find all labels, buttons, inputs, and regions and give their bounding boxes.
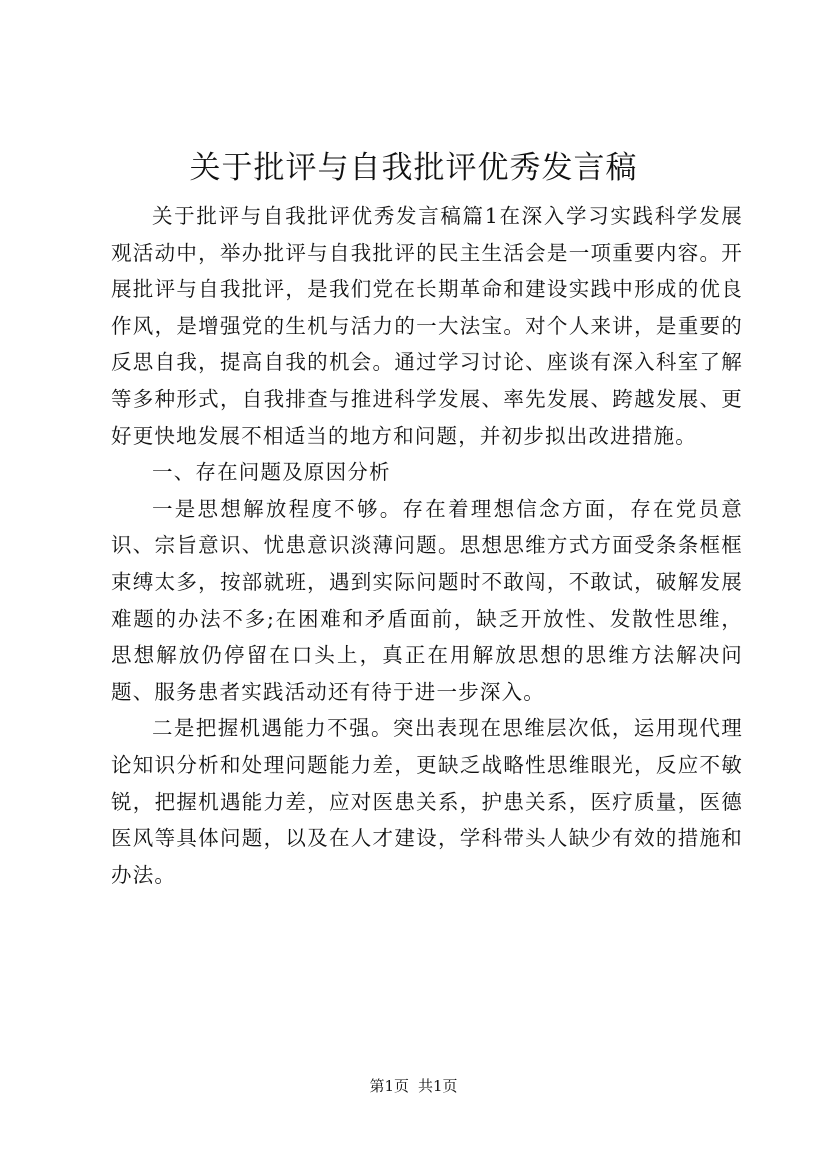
page-total: 共1页 (418, 1077, 458, 1095)
document-title: 关于批评与自我批评优秀发言稿 (189, 150, 638, 186)
paragraph-section-heading: 一、存在问题及原因分析 (152, 460, 391, 485)
page-number: 第1页 (369, 1077, 409, 1095)
paragraph-point-one: 一是思想解放程度不够。存在着理想信念方面，存在党员意识、宗旨意识、忧患意识淡薄问题。思想思维方式方面受条条框框束缚太多，按部就班，遇到实际问题时不敢闯，不敢试，破解发展难题的办法不多;在困难和矛盾面前，缺乏开放性、发散性思维，思想解放仍停留在口头上，真正在用解放思想的思维方法解决问题、服务患者实践活动还有待于进一步深入。 (111, 496, 743, 704)
paragraph-intro: 关于批评与自我批评优秀发言稿篇1在深入学习实践科学发展观活动中，举办批评与自我批评的民主生活会是一项重要内容。开展批评与自我批评，是我们党在长期革命和建设实践中形成的优良作风，是增强党的生机与活力的一大法宝。对个人来讲，是重要的反思自我，提高自我的机会。通过学习讨论、座谈有深入科室了解等多种形式，自我排查与推进科学发展、率先发展、跨越发展、更好更快地发展不相适当的地方和问题，并初步拟出改进措施。 (111, 204, 743, 448)
paragraph-point-two: 二是把握机遇能力不强。突出表现在思维层次低，运用现代理论知识分析和处理问题能力差，更缺乏战略性思维眼光，反应不敏锐，把握机遇能力差，应对医患关系，护患关系，医疗质量，医德医风等具体问题，以及在人才建设，学科带头人缺少有效的措施和办法。 (111, 716, 743, 887)
document-body (111, 198, 743, 893)
page-footer (0, 1076, 827, 1096)
